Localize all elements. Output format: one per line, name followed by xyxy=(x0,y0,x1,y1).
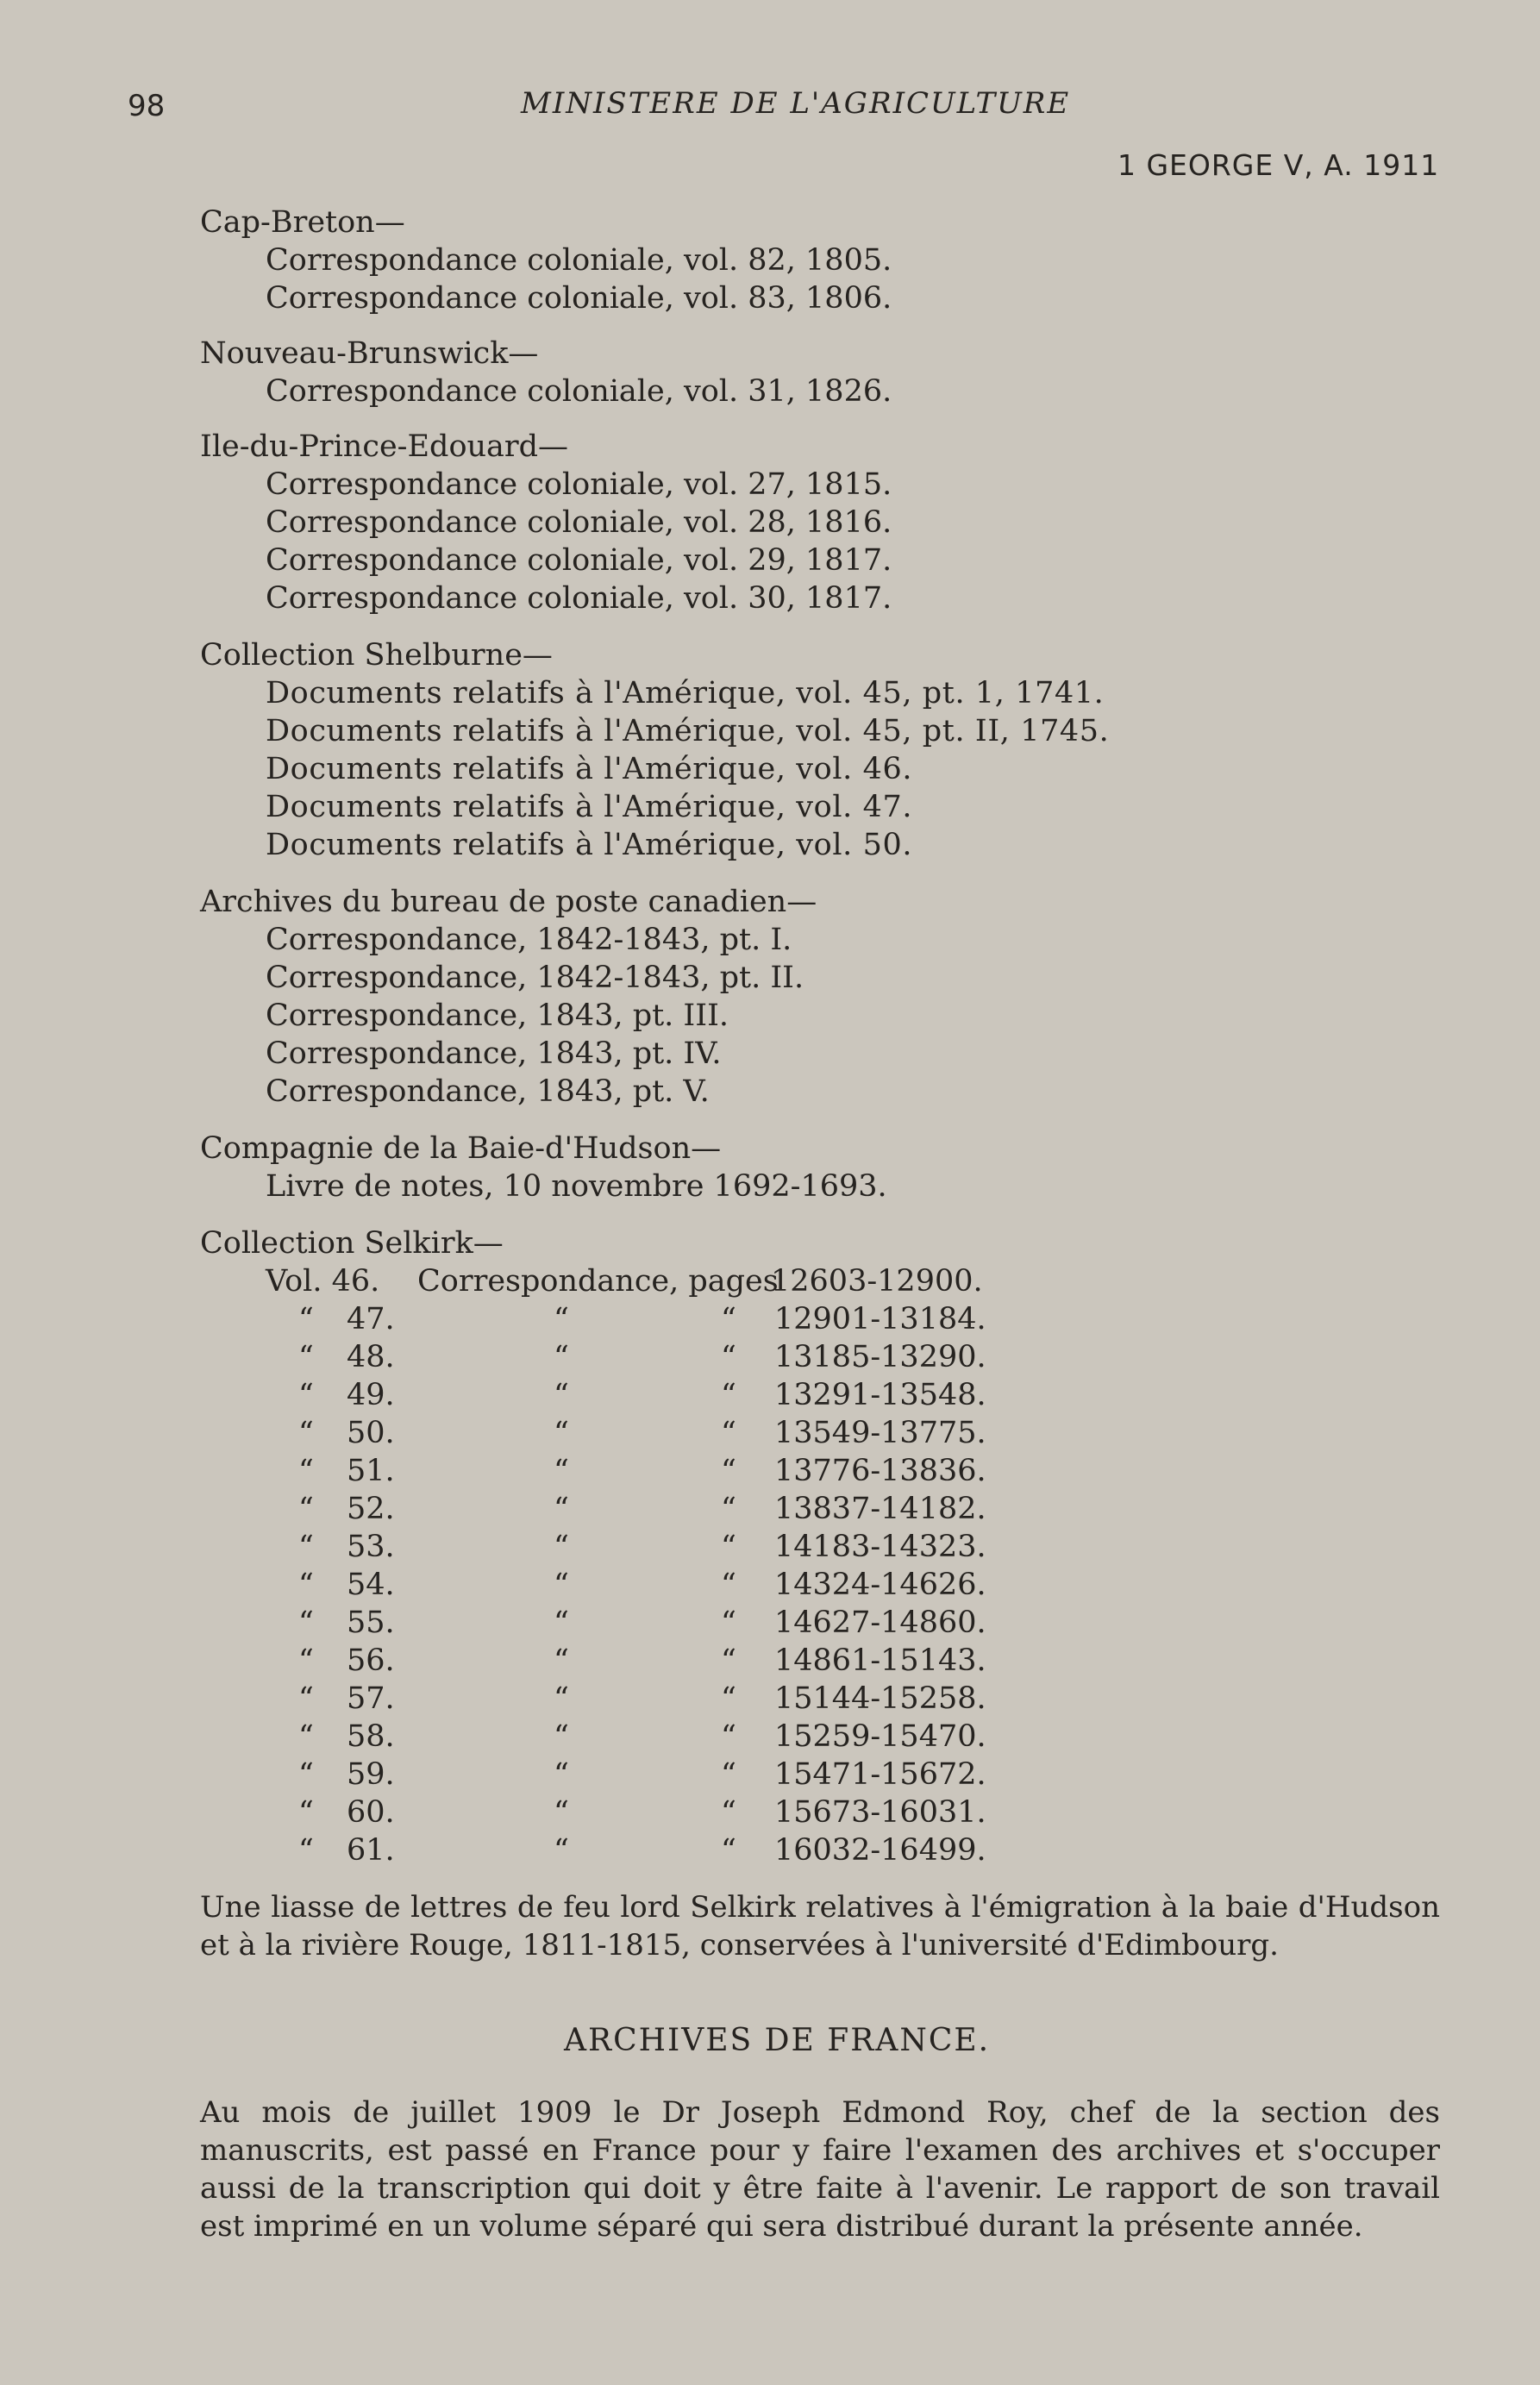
ditto-mark: “ xyxy=(298,1378,314,1412)
volume-cell: 47. xyxy=(347,1302,395,1336)
ditto-mark: “ xyxy=(721,1378,736,1412)
paragraph: Au mois de juillet 1909 le Dr Joseph Edmond Roy, chef de la section des manuscrits, est passé en France pour y faire l'examen des archives et s'occuper aussi de la transcription qui doit y être faite à l'avenir. Le rapport de son travail est imprimé en un volume séparé qui sera distribué durant la présente année. xyxy=(200,2095,1440,2244)
list-item: Correspondance coloniale, vol. 83, 1806. xyxy=(266,281,892,316)
ditto-mark: “ xyxy=(554,1757,569,1792)
running-head: MINISTERE DE L'AGRICULTURE xyxy=(521,86,1071,121)
ditto-mark: “ xyxy=(554,1302,569,1336)
ditto-mark: “ xyxy=(298,1681,314,1716)
ditto-mark: “ xyxy=(721,1340,736,1374)
ditto-mark: “ xyxy=(554,1681,569,1716)
list-item: Documents relatifs à l'Amérique, vol. 46. xyxy=(266,752,913,786)
volume-cell: 48. xyxy=(347,1340,395,1374)
volume-cell: 54. xyxy=(347,1568,395,1602)
ditto-mark: “ xyxy=(554,1340,569,1374)
ditto-mark: “ xyxy=(721,1681,736,1716)
list-item: Correspondance, 1842-1843, pt. II. xyxy=(266,961,804,995)
volume-cell: 56. xyxy=(347,1643,395,1678)
list-item: Documents relatifs à l'Amérique, vol. 50. xyxy=(266,828,913,862)
list-item: Correspondance coloniale, vol. 30, 1817. xyxy=(266,581,892,616)
section-heading: Compagnie de la Baie-d'Hudson— xyxy=(200,1131,722,1166)
ditto-mark: “ xyxy=(721,1643,736,1678)
pages-cell: 14627-14860. xyxy=(774,1606,986,1640)
pages-cell: 12901-13184. xyxy=(774,1302,986,1336)
pages-cell: 14183-14323. xyxy=(774,1530,986,1564)
pages-cell: 16032-16499. xyxy=(774,1833,986,1868)
pages-cell: 14324-14626. xyxy=(774,1568,986,1602)
list-item: Documents relatifs à l'Amérique, vol. 45, pt. II, 1745. xyxy=(266,714,1110,748)
pages-cell: 13185-13290. xyxy=(774,1340,986,1374)
section-heading: Archives du bureau de poste canadien— xyxy=(200,885,817,919)
pages-cell: 13549-13775. xyxy=(774,1416,986,1450)
ditto-mark: “ xyxy=(554,1378,569,1412)
ditto-mark: “ xyxy=(721,1568,736,1602)
ditto-mark: “ xyxy=(721,1454,736,1488)
ditto-mark: “ xyxy=(554,1833,569,1868)
list-item: Documents relatifs à l'Amérique, vol. 45, pt. 1, 1741. xyxy=(266,676,1105,710)
volume-cell: 51. xyxy=(347,1454,395,1488)
ditto-mark: “ xyxy=(721,1757,736,1792)
session-reference: 1 GEORGE V, A. 1911 xyxy=(1117,148,1440,182)
volume-cell: 52. xyxy=(347,1492,395,1526)
pages-cell: 15471-15672. xyxy=(774,1757,986,1792)
list-item: Documents relatifs à l'Amérique, vol. 47. xyxy=(266,790,913,824)
list-item: Livre de notes, 10 novembre 1692-1693. xyxy=(266,1169,887,1204)
volume-cell: 61. xyxy=(347,1833,395,1868)
ditto-mark: “ xyxy=(721,1719,736,1754)
ditto-mark: “ xyxy=(554,1568,569,1602)
volume-cell: 59. xyxy=(347,1757,395,1792)
list-item: Correspondance coloniale, vol. 27, 1815. xyxy=(266,467,892,502)
list-item: Correspondance coloniale, vol. 29, 1817. xyxy=(266,543,892,578)
pages-cell: 15144-15258. xyxy=(774,1681,986,1716)
volume-cell: 53. xyxy=(347,1530,395,1564)
ditto-mark: “ xyxy=(298,1454,314,1488)
ditto-mark: “ xyxy=(298,1719,314,1754)
ditto-mark: “ xyxy=(298,1606,314,1640)
ditto-mark: “ xyxy=(554,1454,569,1488)
list-item: Correspondance, 1842-1843, pt. I. xyxy=(266,923,792,957)
ditto-mark: “ xyxy=(298,1530,314,1564)
ditto-mark: “ xyxy=(721,1492,736,1526)
volume-cell: 57. xyxy=(347,1681,395,1716)
ditto-mark: “ xyxy=(298,1340,314,1374)
list-item: Correspondance, 1843, pt. V. xyxy=(266,1074,710,1109)
volume-cell: Vol. 46. xyxy=(266,1264,380,1299)
ditto-mark: “ xyxy=(298,1492,314,1526)
description-cell: Correspondance, pages xyxy=(417,1264,779,1299)
ditto-mark: “ xyxy=(298,1643,314,1678)
volume-cell: 50. xyxy=(347,1416,395,1450)
ditto-mark: “ xyxy=(298,1416,314,1450)
paragraph: Une liasse de lettres de feu lord Selkirk relatives à l'émigration à la baie d'Hudson et à la rivière Rouge, 1811-1815, conservées à l'université d'Edimbourg. xyxy=(200,1890,1440,1962)
section-heading: Ile-du-Prince-Edouard— xyxy=(200,429,569,464)
pages-cell: 15673-16031. xyxy=(774,1795,986,1830)
list-item: Correspondance coloniale, vol. 82, 1805. xyxy=(266,243,892,278)
pages-cell: 13776-13836. xyxy=(774,1454,986,1488)
ditto-mark: “ xyxy=(554,1719,569,1754)
list-item: Correspondance, 1843, pt. IV. xyxy=(266,1036,722,1071)
ditto-mark: “ xyxy=(721,1606,736,1640)
pages-cell: 14861-15143. xyxy=(774,1643,986,1678)
ditto-mark: “ xyxy=(298,1757,314,1792)
pages-cell: 13837-14182. xyxy=(774,1492,986,1526)
section-title: ARCHIVES DE FRANCE. xyxy=(564,2023,991,2058)
ditto-mark: “ xyxy=(298,1833,314,1868)
section-heading: Collection Shelburne— xyxy=(200,638,553,673)
volume-cell: 55. xyxy=(347,1606,395,1640)
ditto-mark: “ xyxy=(554,1416,569,1450)
ditto-mark: “ xyxy=(554,1643,569,1678)
pages-cell: 12603-12900. xyxy=(771,1264,983,1299)
ditto-mark: “ xyxy=(721,1302,736,1336)
ditto-mark: “ xyxy=(721,1795,736,1830)
ditto-mark: “ xyxy=(554,1606,569,1640)
volume-cell: 49. xyxy=(347,1378,395,1412)
ditto-mark: “ xyxy=(298,1795,314,1830)
ditto-mark: “ xyxy=(721,1416,736,1450)
ditto-mark: “ xyxy=(721,1833,736,1868)
section-heading: Cap-Breton— xyxy=(200,205,405,240)
section-heading: Nouveau-Brunswick— xyxy=(200,336,539,371)
pages-cell: 15259-15470. xyxy=(774,1719,986,1754)
pages-cell: 13291-13548. xyxy=(774,1378,986,1412)
ditto-mark: “ xyxy=(554,1795,569,1830)
ditto-mark: “ xyxy=(554,1492,569,1526)
ditto-mark: “ xyxy=(298,1302,314,1336)
list-item: Correspondance, 1843, pt. III. xyxy=(266,998,729,1033)
ditto-mark: “ xyxy=(298,1568,314,1602)
list-item: Correspondance coloniale, vol. 28, 1816. xyxy=(266,505,892,540)
section-heading: Collection Selkirk— xyxy=(200,1226,504,1261)
list-item: Correspondance coloniale, vol. 31, 1826. xyxy=(266,374,892,409)
ditto-mark: “ xyxy=(721,1530,736,1564)
page-number: 98 xyxy=(128,89,166,123)
ditto-mark: “ xyxy=(554,1530,569,1564)
volume-cell: 58. xyxy=(347,1719,395,1754)
volume-cell: 60. xyxy=(347,1795,395,1830)
